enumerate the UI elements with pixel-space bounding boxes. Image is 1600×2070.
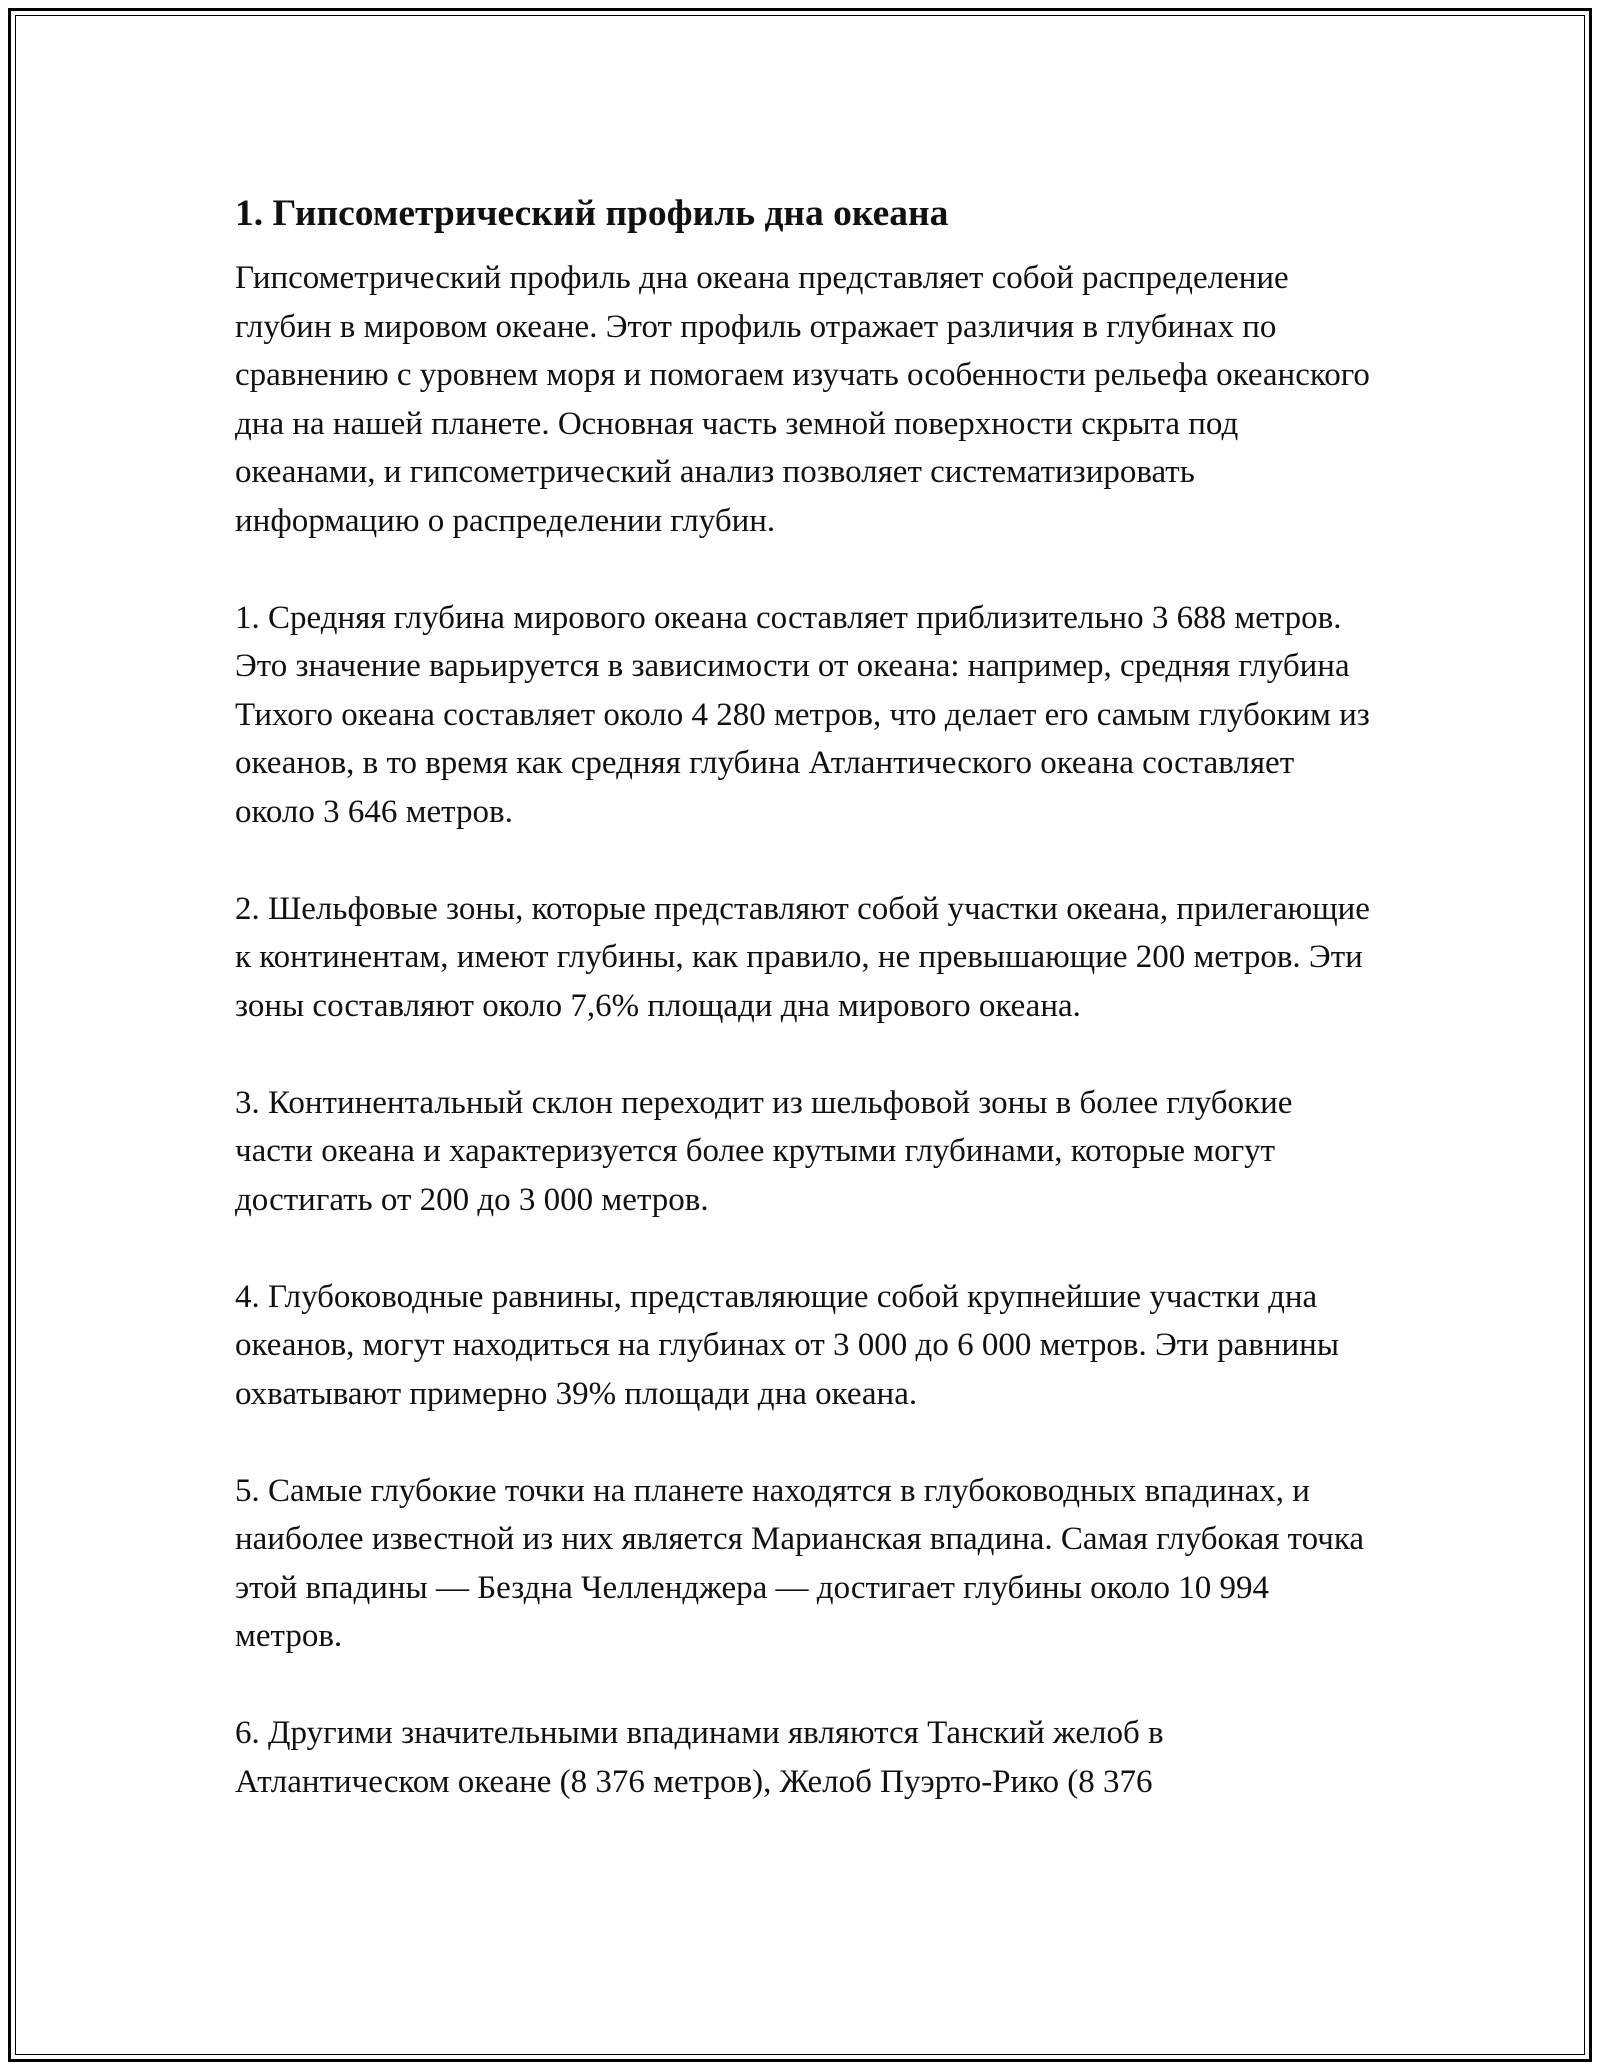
document-body (235, 186, 1370, 1855)
point-2-paragraph: 2. Шельфовые зоны, которые представляют собой участки океана, прилегающие к континентам, имеют глубины, как правило, не превышающие 200 метров. Эти зоны составляют около 7,6% площади дна мирового океана. (235, 890, 1370, 1024)
section-heading: 1. Гипсометрический профиль дна океана (235, 193, 949, 234)
point-5-paragraph: 5. Самые глубокие точки на планете находятся в глубоководных впадинах, и наиболее известной из них является Марианская впадина. Самая глубокая точка этой впадины — Бездна Челленджера — достигает глубины около 10 994 метров. (235, 1472, 1365, 1654)
point-3-paragraph: 3. Континентальный склон переходит из шельфовой зоны в более глубокие части океана и характеризуется более крутыми глубинами, которые могут достигать от 200 до 3 000 метров. (235, 1084, 1293, 1218)
point-6-paragraph: 6. Другими значительными впадинами являются Танский желоб в Атлантическом океане (8 376 метров), Желоб Пуэрто-Рико (8 376 (235, 1715, 1164, 1800)
intro-paragraph: Гипсометрический профиль дна океана представляет собой распределение глубин в мировом океане. Этот профиль отражает различия в глубинах по сравнению с уровнем моря и помогаем изучать особенности рельефа океанского дна на нашей планете. Основная часть земной поверхности скрыта под океанами, и гипсометрический анализ позволяет систематизировать информацию о распределении глубин. (235, 260, 1370, 539)
point-1-paragraph: 1. Средняя глубина мирового океана составляет приблизительно 3 688 метров. Это значение варьируется в зависимости от океана: например, средняя глубина Тихого океана составляет около 4 280 метров, что делает его самым глубоким из океанов, в то время как средняя глубина Атлантического океана составляет около 3 646 метров. (235, 599, 1370, 830)
point-4-paragraph: 4. Глубоководные равнины, представляющие собой крупнейшие участки дна океанов, могут находиться на глубинах от 3 000 до 6 000 метров. Эти равнины охватывают примерно 39% площади дна океана. (235, 1278, 1340, 1412)
